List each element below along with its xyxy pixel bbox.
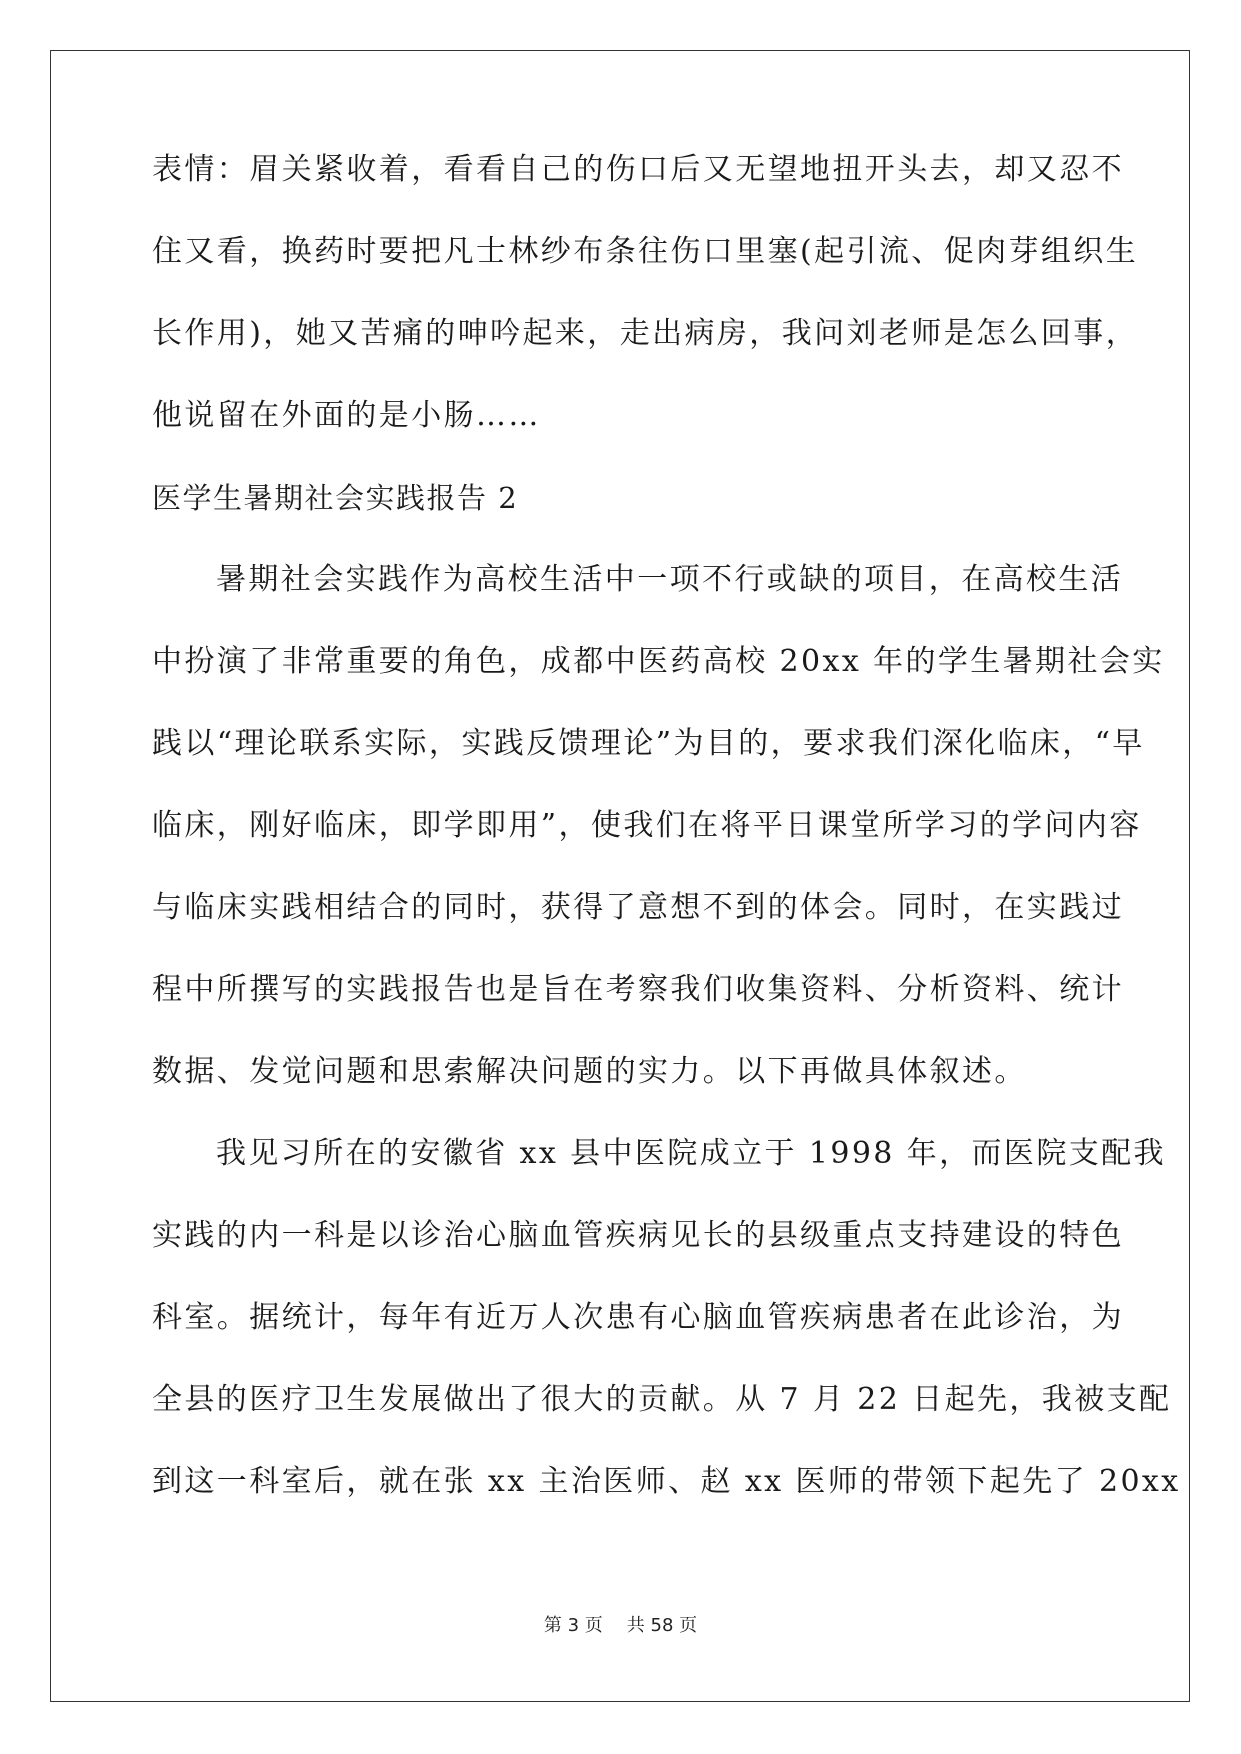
- text-line: 长作用)，她又苦痛的呻吟起来，走出病房，我问刘老师是怎么回事，: [152, 316, 1139, 351]
- paragraph-line: 临床，刚好临床，即学即用”，使我们在将平日课堂所学习的学问内容: [152, 808, 1142, 843]
- page-footer: [0, 1611, 1241, 1637]
- paragraph-line: 暑期社会实践作为高校生活中一项不行或缺的项目，在高校生活: [216, 562, 1124, 597]
- text-line: 表情：眉关紧收着，看看自己的伤口后又无望地扭开头去，却又忍不: [152, 152, 1124, 187]
- text-line: 住又看，换药时要把凡士林纱布条往伤口里塞(起引流、促肉芽组织生: [152, 234, 1139, 269]
- document-body: [152, 129, 1181, 1523]
- paragraph-line: 中扮演了非常重要的角色，成都中医药高校 20xx 年的学生暑期社会实: [152, 644, 1165, 679]
- page-total: 共 58 页: [626, 1615, 698, 1636]
- paragraph-line: 实践的内一科是以诊治心脑血管疾病见长的县级重点支持建设的特色: [152, 1218, 1124, 1253]
- paragraph-line: 到这一科室后，就在张 xx 主治医师、赵 xx 医师的带领下起先了 20xx: [152, 1464, 1181, 1499]
- paragraph-line: 科室。据统计，每年有近万人次患有心脑血管疾病患者在此诊治，为: [152, 1300, 1124, 1335]
- paragraph-line: 程中所撰写的实践报告也是旨在考察我们收集资料、分析资料、统计: [152, 972, 1124, 1007]
- paragraph-line: 全县的医疗卫生发展做出了很大的贡献。从 7 月 22 日起先，我被支配: [152, 1382, 1172, 1417]
- paragraph-line: 践以“理论联系实际，实践反馈理论”为目的，要求我们深化临床，“早: [152, 726, 1145, 761]
- section-heading: 医学生暑期社会实践报告 2: [152, 481, 519, 515]
- paragraph-line: 我见习所在的安徽省 xx 县中医院成立于 1998 年，而医院支配我: [216, 1136, 1166, 1171]
- paragraph-line: 数据、发觉问题和思索解决问题的实力。以下再做具体叙述。: [152, 1054, 1027, 1089]
- paragraph-line: 与临床实践相结合的同时，获得了意想不到的体会。同时，在实践过: [152, 890, 1124, 925]
- page-number: 第 3 页: [543, 1615, 603, 1636]
- text-line: 他说留在外面的是小肠……: [152, 398, 541, 433]
